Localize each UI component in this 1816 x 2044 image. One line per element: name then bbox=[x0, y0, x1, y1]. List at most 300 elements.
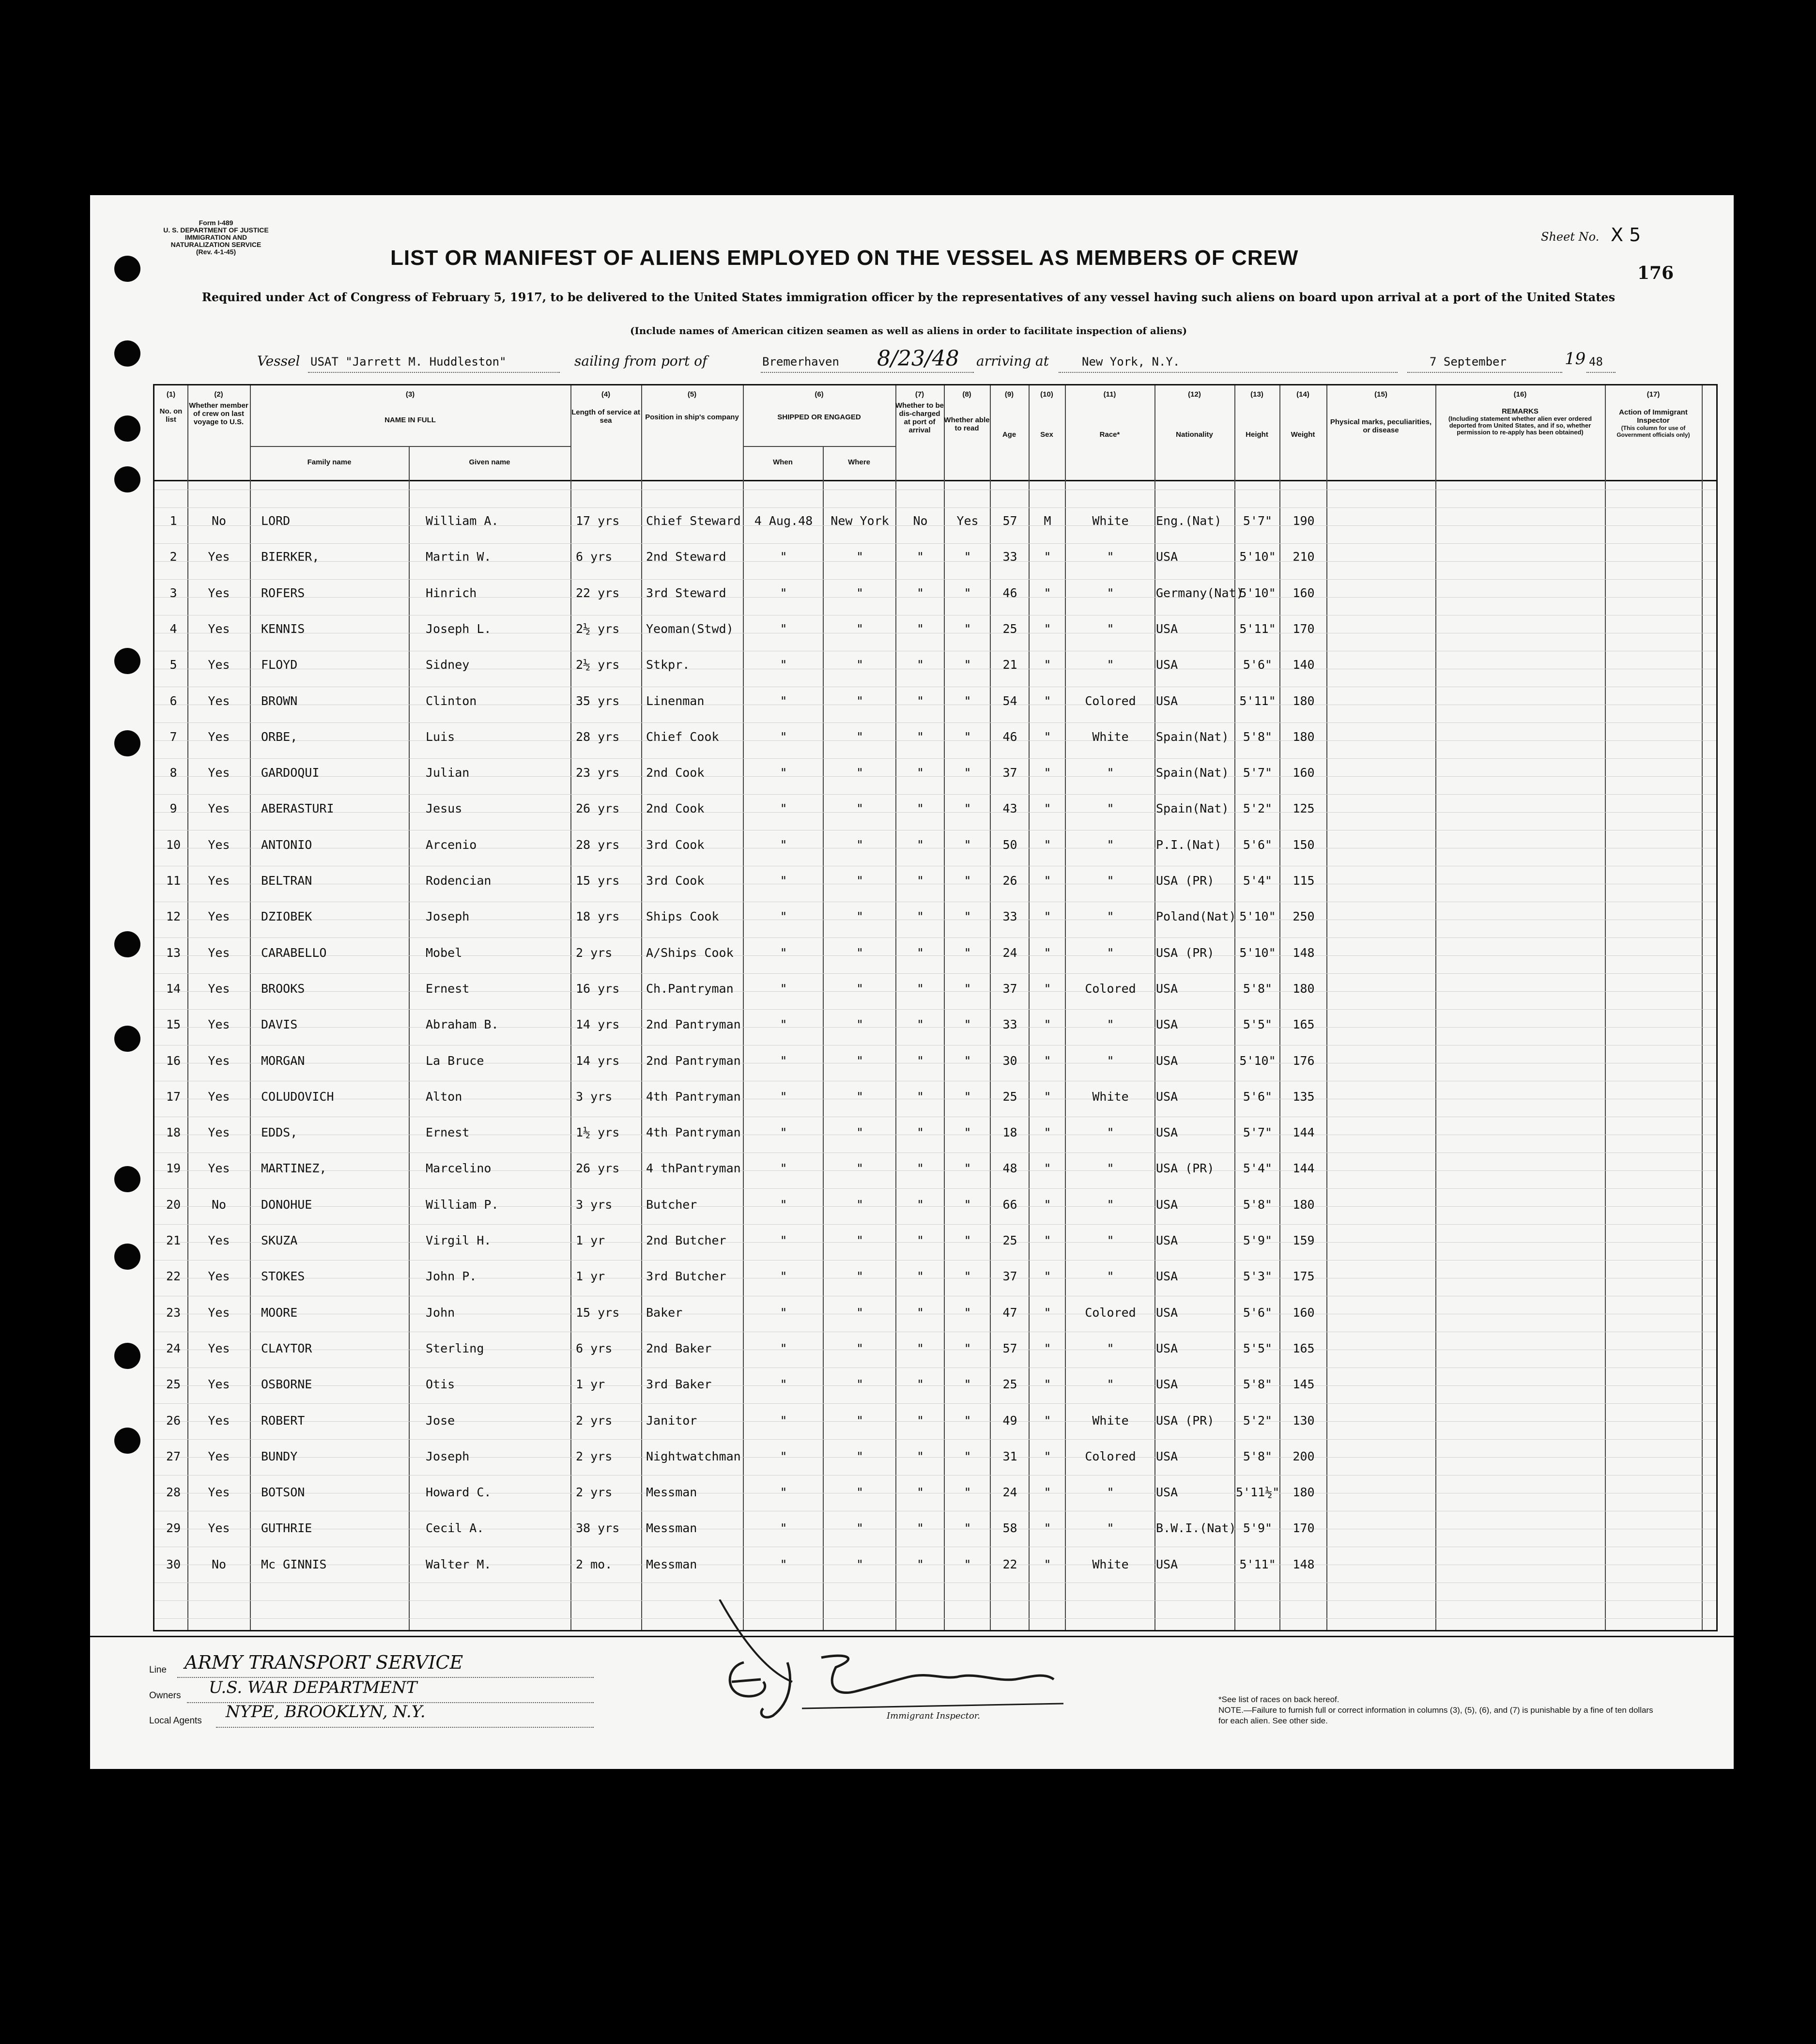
cell-prev: Yes bbox=[208, 1521, 230, 1536]
cell-weight: 180 bbox=[1293, 729, 1315, 744]
punch-hole bbox=[114, 648, 140, 674]
cell-family: MARTINEZ, bbox=[261, 1161, 327, 1176]
cell-read: " bbox=[964, 981, 971, 996]
table-row bbox=[154, 1161, 1716, 1197]
cell-when: " bbox=[780, 874, 787, 888]
cell-disch: " bbox=[916, 1269, 924, 1284]
cell-age: 22 bbox=[1002, 1557, 1017, 1571]
cell-weight: 148 bbox=[1293, 945, 1315, 960]
cell-read: " bbox=[964, 1377, 971, 1392]
cell-disch: " bbox=[916, 1449, 924, 1463]
cell-weight: 135 bbox=[1293, 1089, 1315, 1104]
table-row bbox=[154, 550, 1716, 585]
cell-prev: Yes bbox=[208, 1017, 230, 1032]
punch-hole bbox=[114, 730, 140, 756]
cell-nat: USA bbox=[1156, 1341, 1178, 1355]
cell-height: 5'7" bbox=[1243, 766, 1273, 780]
cell-disch: " bbox=[916, 585, 924, 600]
arriving-label: arriving at bbox=[976, 353, 1049, 369]
cell-given: Joseph bbox=[426, 1449, 470, 1463]
cell-where: " bbox=[856, 1521, 864, 1536]
cell-nat: USA bbox=[1156, 1017, 1178, 1032]
cell-family: FLOYD bbox=[261, 658, 298, 672]
cell-family: BELTRAN bbox=[261, 874, 312, 888]
cell-sex: " bbox=[1044, 1125, 1051, 1140]
table-row bbox=[154, 658, 1716, 693]
cell-where: " bbox=[856, 658, 864, 672]
race-note: *See list of races on back hereof. bbox=[1218, 1695, 1339, 1704]
cell-position: A/Ships Cook bbox=[646, 945, 734, 960]
cell-prev: Yes bbox=[208, 729, 230, 744]
cell-when: " bbox=[780, 1377, 787, 1392]
cell-nat: USA (PR) bbox=[1156, 1161, 1215, 1176]
cell-weight: 145 bbox=[1293, 1377, 1315, 1392]
cell-sex: " bbox=[1044, 909, 1051, 924]
cell-given: Clinton bbox=[426, 693, 477, 708]
cell-nat: USA bbox=[1156, 1089, 1178, 1104]
cell-when: " bbox=[780, 1341, 787, 1355]
cell-nat: P.I.(Nat) bbox=[1156, 837, 1222, 852]
cell-read: " bbox=[964, 621, 971, 636]
cell-family: SKUZA bbox=[261, 1233, 298, 1247]
cell-nat: USA (PR) bbox=[1156, 945, 1215, 960]
year-prefix: 19 bbox=[1565, 349, 1586, 369]
cell-nat: USA bbox=[1156, 1377, 1178, 1392]
table-row bbox=[154, 1377, 1716, 1413]
cell-height: 5'10" bbox=[1239, 1053, 1276, 1068]
cell-where: " bbox=[856, 837, 864, 852]
cell-when: " bbox=[780, 1161, 787, 1176]
col-4-number: (4) bbox=[601, 390, 611, 399]
cell-no: 20 bbox=[166, 1197, 181, 1212]
cell-position: Chief Cook bbox=[646, 729, 719, 744]
cell-disch: " bbox=[916, 1017, 924, 1032]
cell-position: Ch.Pantryman bbox=[646, 981, 734, 996]
cell-where: " bbox=[856, 1305, 864, 1320]
cell-sex: " bbox=[1044, 1413, 1051, 1428]
cell-sex: " bbox=[1044, 874, 1051, 888]
cell-no: 18 bbox=[166, 1125, 181, 1140]
cell-prev: Yes bbox=[208, 981, 230, 996]
cell-nat: USA bbox=[1156, 1269, 1178, 1284]
cell-position: 3rd Baker bbox=[646, 1377, 712, 1392]
cell-family: DAVIS bbox=[261, 1017, 298, 1032]
cell-service: 1½ yrs bbox=[576, 1125, 620, 1140]
cell-position: Chief Steward bbox=[646, 514, 741, 528]
cell-family: LORD bbox=[261, 514, 291, 528]
cell-when: " bbox=[780, 945, 787, 960]
cell-nat: USA bbox=[1156, 1197, 1178, 1212]
cell-given: Martin W. bbox=[426, 550, 492, 564]
cell-family: BROOKS bbox=[261, 981, 305, 996]
cell-sex: " bbox=[1044, 729, 1051, 744]
cell-sex: " bbox=[1044, 945, 1051, 960]
cell-age: 24 bbox=[1002, 945, 1017, 960]
cell-sex: " bbox=[1044, 1557, 1051, 1571]
cell-given: Howard C. bbox=[426, 1485, 492, 1500]
cell-no: 10 bbox=[166, 837, 181, 852]
cell-given: Marcelino bbox=[426, 1161, 492, 1176]
cell-when: " bbox=[780, 1413, 787, 1428]
table-row bbox=[154, 694, 1716, 730]
cell-sex: " bbox=[1044, 621, 1051, 636]
department: U. S. DEPARTMENT OF JUSTICE bbox=[163, 226, 269, 234]
cell-weight: 180 bbox=[1293, 1197, 1315, 1212]
cell-read: " bbox=[964, 1521, 971, 1536]
cell-family: KENNIS bbox=[261, 621, 305, 636]
cell-service: 6 yrs bbox=[576, 1341, 613, 1355]
cell-height: 5'4" bbox=[1243, 874, 1273, 888]
cell-disch: " bbox=[916, 909, 924, 924]
arrival-year: 48 bbox=[1589, 355, 1603, 369]
table-row bbox=[154, 1198, 1716, 1233]
table-row bbox=[154, 946, 1716, 982]
cell-when: " bbox=[780, 1521, 787, 1536]
cell-when: " bbox=[780, 1125, 787, 1140]
cell-when: " bbox=[780, 1557, 787, 1571]
cell-position: 3rd Cook bbox=[646, 837, 705, 852]
cell-disch: " bbox=[916, 1089, 924, 1104]
cell-given: William P. bbox=[426, 1197, 499, 1212]
cell-race: " bbox=[1107, 766, 1114, 780]
cell-service: 14 yrs bbox=[576, 1053, 620, 1068]
cell-given: John bbox=[426, 1305, 455, 1320]
cell-family: Mc GINNIS bbox=[261, 1557, 327, 1571]
cell-when: " bbox=[780, 693, 787, 708]
col-16-header: REMARKS bbox=[1502, 407, 1539, 415]
cell-weight: 125 bbox=[1293, 801, 1315, 816]
cell-where: " bbox=[856, 766, 864, 780]
cell-position: Butcher bbox=[646, 1197, 697, 1212]
cell-disch: " bbox=[916, 729, 924, 744]
table-row bbox=[154, 514, 1716, 550]
cell-weight: 144 bbox=[1293, 1125, 1315, 1140]
table-row bbox=[154, 1017, 1716, 1053]
cell-disch: " bbox=[916, 801, 924, 816]
cell-race: Colored bbox=[1085, 1305, 1136, 1320]
cell-no: 5 bbox=[169, 658, 177, 672]
vessel-label: Vessel bbox=[257, 353, 300, 369]
cell-position: 2nd Steward bbox=[646, 550, 726, 564]
cell-when: " bbox=[780, 1197, 787, 1212]
cell-prev: No bbox=[211, 1557, 227, 1571]
cell-no: 21 bbox=[166, 1233, 181, 1247]
cell-race: " bbox=[1107, 874, 1114, 888]
form-identifier bbox=[163, 219, 269, 256]
cell-given: Sidney bbox=[426, 658, 470, 672]
cell-no: 28 bbox=[166, 1485, 181, 1500]
cell-race: White bbox=[1092, 1089, 1129, 1104]
col-4-header: Length of service at sea bbox=[571, 408, 640, 425]
cell-service: 1 yr bbox=[576, 1233, 605, 1247]
revision: (Rev. 4-1-45) bbox=[196, 248, 236, 256]
cell-disch: No bbox=[913, 514, 928, 528]
cell-sex: " bbox=[1044, 1485, 1051, 1500]
cell-no: 7 bbox=[169, 729, 177, 744]
cell-position: 3rd Steward bbox=[646, 585, 726, 600]
col-6b-header: Where bbox=[848, 458, 870, 466]
cell-given: John P. bbox=[426, 1269, 477, 1284]
port-from: Bremerhaven bbox=[762, 355, 839, 369]
cell-race: " bbox=[1107, 1341, 1114, 1355]
cell-given: Rodencian bbox=[426, 874, 492, 888]
cell-read: " bbox=[964, 1197, 971, 1212]
cell-family: MORGAN bbox=[261, 1053, 305, 1068]
cell-given: Joseph L. bbox=[426, 621, 492, 636]
cell-weight: 210 bbox=[1293, 550, 1315, 564]
cell-family: STOKES bbox=[261, 1269, 305, 1284]
cell-nat: USA bbox=[1156, 981, 1178, 996]
cell-prev: Yes bbox=[208, 1377, 230, 1392]
cell-nat: Eng.(Nat) bbox=[1156, 514, 1222, 528]
col-15-number: (15) bbox=[1374, 390, 1387, 399]
cell-read: " bbox=[964, 766, 971, 780]
requirement-text: Required under Act of Congress of February 5, 1917, to be delivered to the United States immigration officer by the representatives of any vessel having such aliens on board upon arrival at a port of the United States bbox=[201, 290, 1616, 304]
cell-prev: Yes bbox=[208, 585, 230, 600]
cell-disch: " bbox=[916, 837, 924, 852]
cell-when: " bbox=[780, 1233, 787, 1247]
cell-race: " bbox=[1107, 1053, 1114, 1068]
cell-service: 26 yrs bbox=[576, 1161, 620, 1176]
table-row bbox=[154, 730, 1716, 766]
cell-age: 21 bbox=[1002, 658, 1017, 672]
cell-position: Janitor bbox=[646, 1413, 697, 1428]
cell-sex: " bbox=[1044, 1197, 1051, 1212]
cell-race: " bbox=[1107, 1125, 1114, 1140]
cell-nat: USA bbox=[1156, 1485, 1178, 1500]
cell-nat: Spain(Nat) bbox=[1156, 801, 1229, 816]
cell-race: " bbox=[1107, 837, 1114, 852]
table-row bbox=[154, 1521, 1716, 1557]
cell-family: CARABELLO bbox=[261, 945, 327, 960]
cell-age: 25 bbox=[1002, 621, 1017, 636]
cell-sex: " bbox=[1044, 1269, 1051, 1284]
cell-read: " bbox=[964, 658, 971, 672]
cell-service: 22 yrs bbox=[576, 585, 620, 600]
cell-position: 2nd Pantryman bbox=[646, 1017, 741, 1032]
cell-weight: 176 bbox=[1293, 1053, 1315, 1068]
col-14-header: Weight bbox=[1291, 430, 1315, 439]
cell-sex: " bbox=[1044, 550, 1051, 564]
cell-prev: Yes bbox=[208, 693, 230, 708]
cell-sex: " bbox=[1044, 801, 1051, 816]
cell-weight: 165 bbox=[1293, 1341, 1315, 1355]
arrival-date: 7 September bbox=[1430, 355, 1507, 369]
cell-family: BROWN bbox=[261, 693, 298, 708]
cell-nat: USA bbox=[1156, 621, 1178, 636]
cell-age: 37 bbox=[1002, 1269, 1017, 1284]
cell-nat: USA bbox=[1156, 550, 1178, 564]
cell-when: " bbox=[780, 1269, 787, 1284]
cell-age: 46 bbox=[1002, 729, 1017, 744]
cell-age: 33 bbox=[1002, 1017, 1017, 1032]
cell-disch: " bbox=[916, 1053, 924, 1068]
cell-no: 24 bbox=[166, 1341, 181, 1355]
cell-disch: " bbox=[916, 693, 924, 708]
punch-hole bbox=[114, 1244, 140, 1270]
col-7-header: Whether to be dis-charged at port of arrival bbox=[895, 401, 944, 434]
cell-age: 50 bbox=[1002, 837, 1017, 852]
agents-label: Local Agents bbox=[149, 1716, 202, 1726]
cell-given: Jesus bbox=[426, 801, 462, 816]
cell-family: ROFERS bbox=[261, 585, 305, 600]
cell-prev: Yes bbox=[208, 909, 230, 924]
cell-nat: Spain(Nat) bbox=[1156, 729, 1229, 744]
cell-given: Otis bbox=[426, 1377, 455, 1392]
cell-age: 54 bbox=[1002, 693, 1017, 708]
cell-weight: 170 bbox=[1293, 1521, 1315, 1536]
cell-height: 5'6" bbox=[1243, 837, 1273, 852]
cell-disch: " bbox=[916, 1197, 924, 1212]
cell-height: 5'8" bbox=[1243, 1197, 1273, 1212]
table-row bbox=[154, 982, 1716, 1017]
cell-read: " bbox=[964, 1017, 971, 1032]
cell-read: " bbox=[964, 874, 971, 888]
cell-height: 5'6" bbox=[1243, 1089, 1273, 1104]
cell-service: 2½ yrs bbox=[576, 621, 620, 636]
cell-weight: 115 bbox=[1293, 874, 1315, 888]
cell-height: 5'11" bbox=[1239, 621, 1276, 636]
cell-when: " bbox=[780, 658, 787, 672]
cell-age: 43 bbox=[1002, 801, 1017, 816]
cell-service: 2 yrs bbox=[576, 1449, 613, 1463]
cell-weight: 150 bbox=[1293, 837, 1315, 852]
cell-given: Abraham B. bbox=[426, 1017, 499, 1032]
cell-nat: USA (PR) bbox=[1156, 874, 1215, 888]
col-13-header: Height bbox=[1246, 430, 1268, 439]
col-6-number: (6) bbox=[815, 390, 824, 399]
punch-hole bbox=[114, 466, 140, 492]
cell-read: " bbox=[964, 1161, 971, 1176]
col-1-header: No. on list bbox=[159, 407, 183, 424]
cell-read: " bbox=[964, 1449, 971, 1463]
cell-disch: " bbox=[916, 945, 924, 960]
table-row bbox=[154, 1269, 1716, 1305]
cell-age: 46 bbox=[1002, 585, 1017, 600]
cell-race: " bbox=[1107, 1017, 1114, 1032]
cell-position: 2nd Cook bbox=[646, 766, 705, 780]
cell-weight: 160 bbox=[1293, 766, 1315, 780]
cell-prev: Yes bbox=[208, 766, 230, 780]
cell-prev: Yes bbox=[208, 1341, 230, 1355]
cell-given: Arcenio bbox=[426, 837, 477, 852]
cell-given: Mobel bbox=[426, 945, 462, 960]
cell-given: La Bruce bbox=[426, 1053, 484, 1068]
cell-family: BUNDY bbox=[261, 1449, 298, 1463]
cell-where: " bbox=[856, 621, 864, 636]
cell-race: " bbox=[1107, 550, 1114, 564]
cell-height: 5'5" bbox=[1243, 1017, 1273, 1032]
cell-disch: " bbox=[916, 1341, 924, 1355]
cell-where: " bbox=[856, 1269, 864, 1284]
cell-family: CLAYTOR bbox=[261, 1341, 312, 1355]
sheet-number: X 5 bbox=[1611, 224, 1641, 246]
cell-prev: Yes bbox=[208, 1161, 230, 1176]
cell-disch: " bbox=[916, 874, 924, 888]
cell-no: 14 bbox=[166, 981, 181, 996]
cell-service: 16 yrs bbox=[576, 981, 620, 996]
cell-nat: USA bbox=[1156, 693, 1178, 708]
include-note: (Include names of American citizen seamen as well as aliens in order to facilitate inspection of aliens) bbox=[630, 325, 1187, 337]
cell-disch: " bbox=[916, 1377, 924, 1392]
cell-no: 16 bbox=[166, 1053, 181, 1068]
cell-when: " bbox=[780, 1485, 787, 1500]
cell-age: 30 bbox=[1002, 1053, 1017, 1068]
page-number: 176 bbox=[1637, 263, 1674, 283]
cell-race: " bbox=[1107, 621, 1114, 636]
cell-nat: Germany(Nat) bbox=[1156, 585, 1244, 600]
cell-height: 5'9" bbox=[1243, 1521, 1273, 1536]
cell-race: " bbox=[1107, 1377, 1114, 1392]
cell-weight: 180 bbox=[1293, 1485, 1315, 1500]
cell-weight: 160 bbox=[1293, 585, 1315, 600]
cell-service: 2½ yrs bbox=[576, 658, 620, 672]
cell-when: " bbox=[780, 981, 787, 996]
cell-prev: Yes bbox=[208, 874, 230, 888]
cell-prev: Yes bbox=[208, 837, 230, 852]
cell-read: " bbox=[964, 1125, 971, 1140]
cell-age: 26 bbox=[1002, 874, 1017, 888]
cell-read: " bbox=[964, 1557, 971, 1571]
cell-where: " bbox=[856, 585, 864, 600]
cell-family: ANTONIO bbox=[261, 837, 312, 852]
cell-height: 5'10" bbox=[1239, 945, 1276, 960]
cell-age: 33 bbox=[1002, 909, 1017, 924]
cell-no: 27 bbox=[166, 1449, 181, 1463]
cell-where: " bbox=[856, 550, 864, 564]
punch-hole bbox=[114, 415, 140, 442]
cell-when: " bbox=[780, 909, 787, 924]
table-row bbox=[154, 1557, 1716, 1593]
cell-race: " bbox=[1107, 909, 1114, 924]
cell-position: Ships Cook bbox=[646, 909, 719, 924]
cell-when: " bbox=[780, 1017, 787, 1032]
cell-family: ABERASTURI bbox=[261, 801, 334, 816]
cell-race: White bbox=[1092, 1557, 1129, 1571]
cell-service: 35 yrs bbox=[576, 693, 620, 708]
cell-where: " bbox=[856, 1053, 864, 1068]
cell-sex: " bbox=[1044, 1521, 1051, 1536]
cell-disch: " bbox=[916, 550, 924, 564]
col-9-number: (9) bbox=[1004, 390, 1014, 399]
table-row bbox=[154, 1306, 1716, 1341]
cell-service: 18 yrs bbox=[576, 909, 620, 924]
cell-height: 5'11½" bbox=[1236, 1485, 1280, 1500]
table-row bbox=[154, 1341, 1716, 1377]
cell-weight: 140 bbox=[1293, 658, 1315, 672]
cell-weight: 175 bbox=[1293, 1269, 1315, 1284]
cell-prev: Yes bbox=[208, 1485, 230, 1500]
cell-where: " bbox=[856, 1449, 864, 1463]
cell-read: " bbox=[964, 1341, 971, 1355]
cell-when: " bbox=[780, 1089, 787, 1104]
cell-disch: " bbox=[916, 1413, 924, 1428]
cell-where: " bbox=[856, 729, 864, 744]
cell-service: 17 yrs bbox=[576, 514, 620, 528]
table-row bbox=[154, 1414, 1716, 1449]
cell-no: 15 bbox=[166, 1017, 181, 1032]
cell-no: 9 bbox=[169, 801, 177, 816]
cell-race: Colored bbox=[1085, 981, 1136, 996]
col-2-number: (2) bbox=[214, 390, 223, 399]
table-row bbox=[154, 1090, 1716, 1125]
cell-given: Alton bbox=[426, 1089, 462, 1104]
agents-value: NYPE, BROOKLYN, N.Y. bbox=[226, 1702, 426, 1721]
cell-service: 15 yrs bbox=[576, 874, 620, 888]
cell-weight: 148 bbox=[1293, 1557, 1315, 1571]
cell-age: 58 bbox=[1002, 1521, 1017, 1536]
cell-race: " bbox=[1107, 1485, 1114, 1500]
